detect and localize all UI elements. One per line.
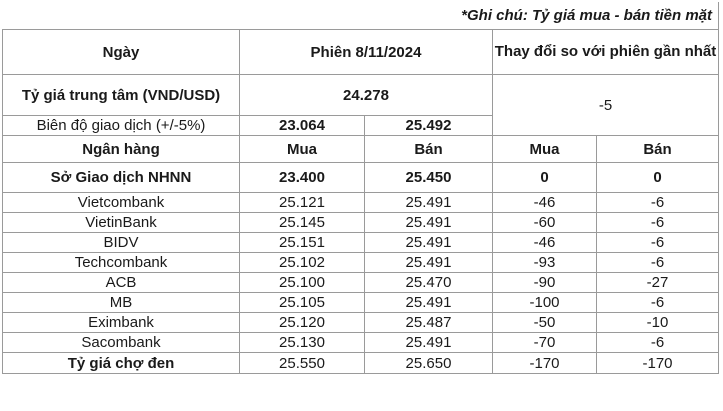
table-row: [3, 233, 719, 253]
table-row-sgd-nhnn: [3, 163, 719, 193]
bank-column-header: Ngân hàng: [3, 136, 240, 163]
row-change-sell: -6: [597, 333, 719, 353]
change-sell-column-header: Bán: [597, 136, 719, 163]
row-change-sell: -6: [597, 233, 719, 253]
row-change-sell: 0: [597, 163, 719, 193]
central-rate-value: 24.278: [240, 75, 493, 116]
row-sell-rate: 25.470: [365, 273, 493, 293]
row-change-sell: -6: [597, 293, 719, 313]
row-buy-rate: 25.100: [240, 273, 365, 293]
exchange-rate-table: [2, 2, 719, 374]
trading-band-high: 25.492: [365, 116, 493, 136]
row-change-buy: -70: [493, 333, 597, 353]
row-buy-rate: 25.120: [240, 313, 365, 333]
change-buy-column-header: Mua: [493, 136, 597, 163]
row-sell-rate: 25.491: [365, 333, 493, 353]
row-bank-name: MB: [3, 293, 240, 313]
row-bank-name: Sacombank: [3, 333, 240, 353]
row-sell-rate: 25.450: [365, 163, 493, 193]
central-rate-change: -5: [493, 75, 719, 136]
sell-column-header: Bán: [365, 136, 493, 163]
row-buy-rate: 25.145: [240, 213, 365, 233]
row-sell-rate: 25.650: [365, 353, 493, 374]
table-row: [3, 193, 719, 213]
row-buy-rate: 25.102: [240, 253, 365, 273]
buy-column-header: Mua: [240, 136, 365, 163]
row-bank-name: Eximbank: [3, 313, 240, 333]
row-change-sell: -6: [597, 253, 719, 273]
row-buy-rate: 25.550: [240, 353, 365, 374]
row-sell-rate: 25.491: [365, 233, 493, 253]
session-date-header: Phiên 8/11/2024: [240, 30, 493, 75]
table-row: [3, 253, 719, 273]
trading-band-low: 23.064: [240, 116, 365, 136]
row-change-sell: -170: [597, 353, 719, 374]
trading-band-label: Biên độ giao dịch (+/-5%): [3, 116, 240, 136]
row-change-sell: -6: [597, 193, 719, 213]
row-change-buy: -46: [493, 233, 597, 253]
row-buy-rate: 25.130: [240, 333, 365, 353]
row-change-buy: -93: [493, 253, 597, 273]
row-buy-rate: 23.400: [240, 163, 365, 193]
row-bank-name: VietinBank: [3, 213, 240, 233]
row-change-buy: -46: [493, 193, 597, 213]
row-change-buy: -50: [493, 313, 597, 333]
table-row-black-market: [3, 353, 719, 374]
row-buy-rate: 25.105: [240, 293, 365, 313]
change-column-header: Thay đổi so với phiên gần nhất: [493, 30, 719, 75]
table-row: [3, 333, 719, 353]
row-change-buy: -170: [493, 353, 597, 374]
row-buy-rate: 25.151: [240, 233, 365, 253]
table-row: [3, 313, 719, 333]
row-sell-rate: 25.491: [365, 253, 493, 273]
row-change-buy: -100: [493, 293, 597, 313]
row-sell-rate: 25.491: [365, 293, 493, 313]
table-row: [3, 213, 719, 233]
date-column-header: Ngày: [3, 30, 240, 75]
row-sell-rate: 25.487: [365, 313, 493, 333]
row-bank-name: ACB: [3, 273, 240, 293]
row-change-sell: -6: [597, 213, 719, 233]
row-sell-rate: 25.491: [365, 193, 493, 213]
row-bank-name: Tỷ giá chợ đen: [3, 353, 240, 374]
row-bank-name: BIDV: [3, 233, 240, 253]
row-bank-name: Vietcombank: [3, 193, 240, 213]
row-bank-name: Sở Giao dịch NHNN: [3, 163, 240, 193]
central-rate-label: Tỷ giá trung tâm (VND/USD): [3, 75, 240, 116]
table-row: [3, 273, 719, 293]
cash-rate-note: *Ghi chú: Tỷ giá mua - bán tiền mặt: [3, 2, 719, 30]
table-row: [3, 293, 719, 313]
row-change-buy: -90: [493, 273, 597, 293]
row-buy-rate: 25.121: [240, 193, 365, 213]
row-bank-name: Techcombank: [3, 253, 240, 273]
row-change-sell: -27: [597, 273, 719, 293]
row-sell-rate: 25.491: [365, 213, 493, 233]
row-change-sell: -10: [597, 313, 719, 333]
row-change-buy: -60: [493, 213, 597, 233]
row-change-buy: 0: [493, 163, 597, 193]
